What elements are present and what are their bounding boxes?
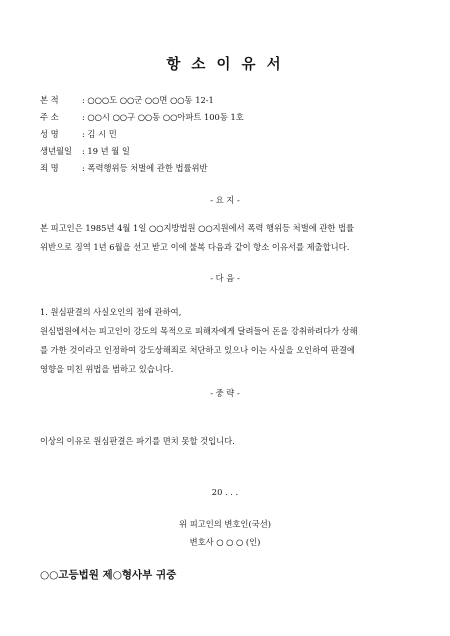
info-value: : ○○시 ○○구 ○○동 ○○아파트 100동 1호 <box>82 112 244 122</box>
info-value: : 김 시 민 <box>82 129 117 139</box>
info-row-name <box>40 128 117 140</box>
details-line: 를 가한 것이라고 인정하여 강도상해죄로 처단하고 있으나 이는 사실을 오인하여 판결에 <box>40 345 355 355</box>
summary-heading: - 요 지 - <box>210 195 240 205</box>
details-line: 1. 원심판결의 사실오인의 점에 관하여, <box>40 307 182 317</box>
info-label: 본 적 <box>40 95 59 105</box>
document-title: 항 소 이 유 서 <box>166 56 284 73</box>
summary-line: 위반으로 징역 1년 6월을 선고 받고 이에 불복 다음과 같이 항소 이유서를 제출합니다. <box>40 242 350 252</box>
signature-attorney: 위 피고인의 변호인(국선) <box>179 519 271 529</box>
info-label: 주 소 <box>40 112 59 122</box>
details-line: 원심법원에서는 피고인이 강도의 목적으로 피해자에게 달려들어 돈을 강취하려다가 상해 <box>40 326 358 336</box>
conclusion-text: 이상의 이유로 원심판결은 파기를 면치 못할 것입니다. <box>40 436 235 446</box>
info-value: : ○○○도 ○○군 ○○면 ○○동 12-1 <box>82 95 214 105</box>
omission-marker: - 중 략 - <box>210 388 240 398</box>
info-row-charge <box>40 162 208 174</box>
summary-line: 본 피고인은 1985년 4월 1일 ○○지방법원 ○○지원에서 폭력 행위등 처벌에 관한 법률 <box>40 223 355 233</box>
info-label: 생년월일 <box>40 146 73 156</box>
info-row-birthdate <box>40 145 130 157</box>
info-value: : 폭력행위등 처벌에 관한 법률위반 <box>82 163 208 173</box>
info-label: 죄 명 <box>40 163 59 173</box>
details-heading: - 다 음 - <box>210 273 240 283</box>
info-row-address <box>40 111 244 123</box>
info-value: : 19 년 월 일 <box>82 146 130 156</box>
date-line: 20 . . . <box>211 487 239 497</box>
signature-name: 변호사 ○ ○ ○ (인) <box>189 537 261 547</box>
details-line: 영향을 미친 위법을 범하고 있습니다. <box>40 364 174 374</box>
info-label: 성 명 <box>40 129 59 139</box>
court-addressee: ○○고등법원 제○형사부 귀중 <box>40 569 177 581</box>
info-row-domicile <box>40 94 214 106</box>
